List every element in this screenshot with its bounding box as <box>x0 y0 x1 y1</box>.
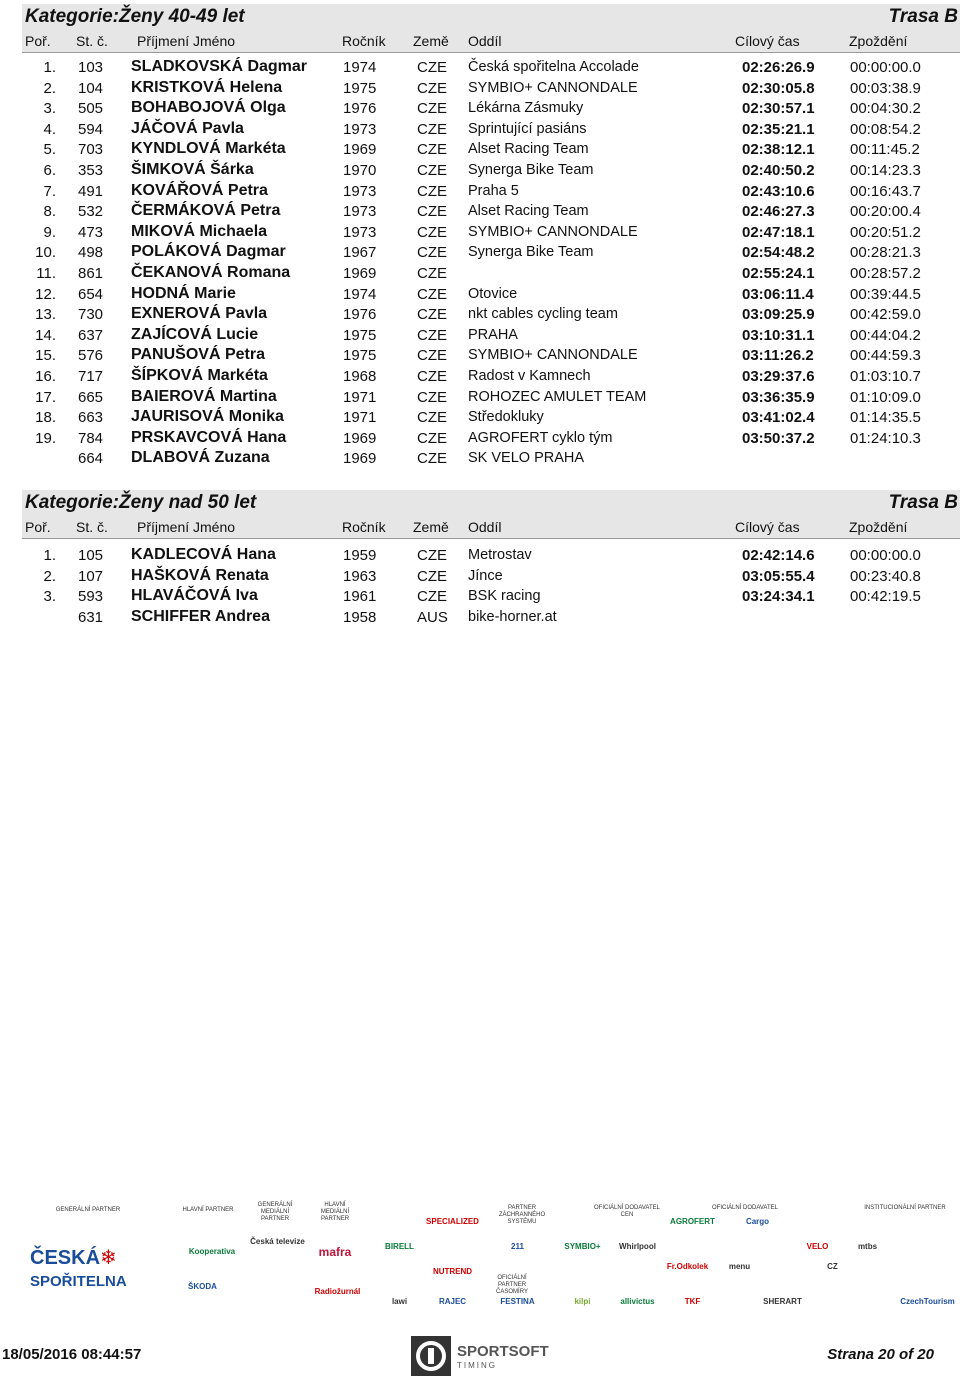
col-zeme: Země <box>413 33 449 49</box>
cell-oddil: PRAHA <box>468 326 518 343</box>
cell-oddil: Lékárna Zásmuky <box>468 100 584 117</box>
sponsor-logo: AGROFERT <box>670 1217 715 1226</box>
cell-zpoz: 00:28:21.3 <box>850 244 921 262</box>
sponsor-logo: Whirlpool <box>619 1242 656 1251</box>
category-bar <box>22 4 960 30</box>
category-title: Kategorie:Ženy 40-49 let <box>25 6 245 27</box>
cell-zpoz: 01:24:10.3 <box>850 429 921 447</box>
cell-roc: 1961 <box>343 588 377 606</box>
cell-oddil: bike-horner.at <box>468 608 557 625</box>
table-row <box>22 222 960 243</box>
table-row <box>22 387 960 408</box>
ceska-sporitelna-logo: ČESKÁ❄ SPOŘITELNA <box>30 1247 127 1290</box>
cell-cas: 02:40:50.2 <box>742 161 815 179</box>
cell-zeme: CZE <box>417 100 447 118</box>
cell-oddil: Radost v Kamnech <box>468 367 591 384</box>
sponsor-logo: CzechTourism <box>900 1297 955 1306</box>
table-row <box>22 407 960 428</box>
table-row <box>22 428 960 449</box>
column-header <box>22 516 960 539</box>
cell-zpoz: 00:04:30.2 <box>850 100 921 118</box>
table-row <box>22 586 960 607</box>
cell-roc: 1970 <box>343 161 377 179</box>
cell-zeme: CZE <box>417 326 447 344</box>
results-table <box>22 53 960 469</box>
col-zpoz: Zpoždění <box>849 33 908 49</box>
cell-zpoz: 00:20:00.4 <box>850 203 921 221</box>
cell-por: 3. <box>43 100 56 118</box>
cell-roc: 1968 <box>343 367 377 385</box>
partner-rescue-label: PARTNER ZÁCHRANNÉHO SYSTÉMU <box>498 1205 546 1225</box>
cell-name: ŠIMKOVÁ Šárka <box>131 160 254 178</box>
cell-oddil: SK VELO PRAHA <box>468 450 585 467</box>
cell-zpoz: 00:00:00.0 <box>850 59 921 76</box>
sponsor-logo: RAJEC <box>438 1297 467 1306</box>
cell-zpoz: 00:08:54.2 <box>850 120 921 138</box>
sponsor-logo: SPECIALIZED <box>426 1217 479 1226</box>
cell-name: KYNDLOVÁ Markéta <box>131 140 286 158</box>
cell-name: HLAVÁČOVÁ Iva <box>131 587 258 605</box>
cell-roc: 1971 <box>343 409 377 427</box>
page-number: Strana 20 of 20 <box>827 1346 934 1363</box>
cell-por: 6. <box>43 161 56 179</box>
cell-oddil: ROHOZEC AMULET TEAM <box>468 388 647 405</box>
cell-zeme: CZE <box>417 285 447 303</box>
cell-zpoz: 00:44:04.2 <box>850 326 921 344</box>
cell-cas: 03:24:34.1 <box>742 588 815 606</box>
sponsor-logo: allivictus <box>620 1297 655 1306</box>
table-row <box>22 78 960 99</box>
cell-oddil: Alset Racing Team <box>468 141 589 158</box>
cell-oddil: Středokluky <box>468 409 544 426</box>
cell-por: 2. <box>43 79 56 97</box>
sponsor-logo: TKF <box>684 1297 701 1306</box>
main-partner-label: HLAVNÍ PARTNER <box>182 1207 234 1213</box>
cell-cas: 02:47:18.1 <box>742 223 815 241</box>
cell-st: 473 <box>78 223 104 241</box>
cell-st: 665 <box>78 388 104 406</box>
col-zpoz: Zpoždění <box>849 519 908 535</box>
cell-oddil: Sprintující pasiáns <box>468 120 587 137</box>
cell-cas: 02:46:27.3 <box>742 203 815 221</box>
cell-roc: 1969 <box>343 450 377 468</box>
gen-media-label: GENERÁLNÍ MEDIÁLNÍ PARTNER <box>257 1202 293 1222</box>
sponsor-logo: CZ <box>827 1262 838 1271</box>
cell-por: 12. <box>35 285 56 303</box>
cell-zeme: CZE <box>417 450 447 468</box>
cell-zeme: CZE <box>417 59 447 76</box>
table-row <box>22 366 960 387</box>
cell-zeme: CZE <box>417 409 447 427</box>
sponsor-logo: Česká televize <box>250 1237 305 1246</box>
cell-name: SCHIFFER Andrea <box>131 607 270 625</box>
cell-roc: 1971 <box>343 388 377 406</box>
table-row <box>22 284 960 305</box>
cell-zeme: CZE <box>417 203 447 221</box>
cell-zpoz: 00:03:38.9 <box>850 79 921 97</box>
official-supplier2-label: OFICIÁLNÍ DODAVATEL <box>711 1205 778 1211</box>
cell-cas: 03:50:37.2 <box>742 429 815 447</box>
col-cas: Cílový čas <box>735 519 800 535</box>
cell-st: 861 <box>78 264 104 282</box>
cell-name: EXNEROVÁ Pavla <box>131 305 268 323</box>
cell-cas: 02:38:12.1 <box>742 141 815 159</box>
cell-cas: 02:35:21.1 <box>742 120 815 138</box>
cell-por: 3. <box>43 588 56 606</box>
cell-roc: 1973 <box>343 223 377 241</box>
sponsor-logo: Radiožurnál <box>314 1287 361 1296</box>
sponsor-logo: kilpi <box>574 1297 591 1306</box>
cell-zpoz: 01:03:10.7 <box>850 367 921 385</box>
cell-roc: 1975 <box>343 326 377 344</box>
table-row <box>22 160 960 181</box>
cell-por: 15. <box>35 347 56 365</box>
cell-por: 14. <box>35 326 56 344</box>
cell-zeme: CZE <box>417 388 447 406</box>
category-trasa: Trasa B <box>888 6 958 27</box>
sponsor-logo: SHERART <box>763 1297 802 1306</box>
sponsor-logo: BIRELL <box>385 1242 414 1251</box>
col-st: St. č. <box>76 33 108 49</box>
cell-name: ŠÍPKOVÁ Markéta <box>131 366 268 384</box>
col-por: Poř. <box>25 33 51 49</box>
col-roc: Ročník <box>342 519 386 535</box>
cell-roc: 1969 <box>343 141 377 159</box>
kooperativa-logo: Kooperativa <box>188 1247 236 1256</box>
cell-name: BOHABOJOVÁ Olga <box>131 99 286 117</box>
sponsor-logo: Cargo <box>745 1217 770 1226</box>
cell-st: 491 <box>78 182 104 200</box>
cell-name: MIKOVÁ Michaela <box>131 222 268 240</box>
cell-zpoz: 00:20:51.2 <box>850 223 921 241</box>
cell-oddil: Otovice <box>468 285 518 302</box>
cell-zeme: CZE <box>417 120 447 138</box>
cell-cas: 02:26:26.9 <box>742 59 815 76</box>
cell-oddil: Synerga Bike Team <box>468 161 594 178</box>
cell-por: 19. <box>35 429 56 447</box>
column-header <box>22 30 960 53</box>
main-media-label: HLAVNÍ MEDIÁLNÍ PARTNER <box>320 1202 350 1222</box>
cell-zeme: CZE <box>417 429 447 447</box>
cell-st: 784 <box>78 429 104 447</box>
cell-por: 17. <box>35 388 56 406</box>
cell-st: 664 <box>78 450 104 468</box>
cell-zpoz: 00:11:45.2 <box>850 141 920 159</box>
sponsor-logo: FESTINA <box>500 1297 535 1306</box>
general-partner-label: GENERÁLNÍ PARTNER <box>55 1207 121 1213</box>
table-row <box>22 57 960 78</box>
cell-st: 105 <box>78 547 104 564</box>
sponsor-logo: Fr.Odkolek <box>666 1262 709 1271</box>
cell-st: 594 <box>78 120 104 138</box>
cell-oddil: Praha 5 <box>468 182 519 199</box>
col-oddil: Oddíl <box>468 33 502 49</box>
print-datetime: 18/05/2016 08:44:57 <box>2 1346 142 1363</box>
cell-por: 16. <box>35 367 56 385</box>
cell-zpoz: 00:28:57.2 <box>850 264 921 282</box>
cell-zpoz: 00:00:00.0 <box>850 547 921 564</box>
cell-oddil: Česká spořitelna Accolade <box>468 59 639 75</box>
cell-zeme: CZE <box>417 223 447 241</box>
table-row <box>22 139 960 160</box>
cell-st: 637 <box>78 326 104 344</box>
cell-roc: 1973 <box>343 182 377 200</box>
cell-por: 1. <box>43 547 56 564</box>
cell-roc: 1958 <box>343 608 377 626</box>
table-row <box>22 566 960 587</box>
cell-st: 663 <box>78 409 104 427</box>
cell-st: 654 <box>78 285 104 303</box>
col-oddil: Oddíl <box>468 519 502 535</box>
cell-cas: 03:11:26.2 <box>742 347 814 365</box>
table-row <box>22 242 960 263</box>
cell-roc: 1974 <box>343 59 377 76</box>
cell-name: HAŠKOVÁ Renata <box>131 566 269 584</box>
cell-name: DLABOVÁ Zuzana <box>131 449 270 467</box>
table-row <box>22 304 960 325</box>
cell-roc: 1975 <box>343 79 377 97</box>
cell-zeme: CZE <box>417 264 447 282</box>
cell-por: 11. <box>36 264 56 282</box>
cell-roc: 1969 <box>343 429 377 447</box>
cell-zpoz: 00:16:43.7 <box>850 182 921 200</box>
cell-zeme: CZE <box>417 182 447 200</box>
col-name: Příjmení Jméno <box>137 33 236 49</box>
cell-zpoz: 00:39:44.5 <box>850 285 921 303</box>
cell-por: 18. <box>35 409 56 427</box>
cell-name: KRISTKOVÁ Helena <box>131 78 283 96</box>
cell-zeme: CZE <box>417 588 447 606</box>
cell-oddil: Jínce <box>468 567 503 584</box>
col-roc: Ročník <box>342 33 386 49</box>
cell-cas: 03:41:02.4 <box>742 409 815 427</box>
cell-st: 498 <box>78 244 104 262</box>
table-row <box>22 98 960 119</box>
institutional-partner-label: INSTITUCIONÁLNÍ PARTNER <box>864 1205 946 1211</box>
cell-roc: 1967 <box>343 244 377 262</box>
sportsoft-brand: SPORTSOFT <box>457 1343 549 1360</box>
cell-zpoz: 00:42:59.0 <box>850 306 921 324</box>
sportsoft-logo <box>411 1334 549 1378</box>
cell-roc: 1963 <box>343 567 377 585</box>
cell-name: ČERMÁKOVÁ Petra <box>131 202 281 220</box>
cell-cas: 02:30:57.1 <box>742 100 815 118</box>
table-row <box>22 119 960 140</box>
cell-roc: 1974 <box>343 285 377 303</box>
cell-por: 8. <box>43 203 56 221</box>
cell-por: 10. <box>35 244 56 262</box>
sportsoft-icon <box>411 1334 451 1378</box>
cell-cas: 03:10:31.1 <box>742 326 815 344</box>
cell-zpoz: 00:14:23.3 <box>850 161 921 179</box>
cell-cas: 03:36:35.9 <box>742 388 815 406</box>
col-st: St. č. <box>76 519 108 535</box>
cell-cas: 03:06:11.4 <box>742 285 814 303</box>
sponsor-logo: 211 <box>511 1242 524 1251</box>
cell-por: 1. <box>43 59 56 76</box>
cell-oddil: Synerga Bike Team <box>468 244 594 261</box>
cell-cas: 03:29:37.6 <box>742 367 815 385</box>
cell-name: ČEKANOVÁ Romana <box>131 263 291 281</box>
sponsor-logo: lawi <box>391 1297 408 1306</box>
cell-name: JÁČOVÁ Pavla <box>131 119 244 137</box>
mafra-logo: mafra <box>318 1245 352 1259</box>
cell-por: 13. <box>35 306 56 324</box>
sponsor-logo: SYMBIO+ <box>564 1242 601 1251</box>
category-trasa: Trasa B <box>888 492 958 513</box>
cell-oddil: Alset Racing Team <box>468 203 589 220</box>
cell-cas: 02:54:48.2 <box>742 244 815 262</box>
col-zeme: Země <box>413 519 449 535</box>
cell-zpoz: 00:42:19.5 <box>850 588 921 606</box>
cell-st: 107 <box>78 567 104 585</box>
cell-name: PRSKAVCOVÁ Hana <box>131 428 287 446</box>
sponsor-logo: NUTREND <box>432 1267 473 1276</box>
cell-name: KADLECOVÁ Hana <box>131 546 276 563</box>
table-row <box>22 201 960 222</box>
cell-st: 104 <box>78 79 104 97</box>
cell-st: 576 <box>78 347 104 365</box>
sponsor-logo: ŠKODA <box>188 1282 217 1291</box>
sponsor-logo: mtbs <box>857 1242 878 1251</box>
official-supplier-label: OFICIÁLNÍ DODAVATEL CEN <box>593 1205 660 1218</box>
category-title: Kategorie:Ženy nad 50 let <box>25 492 257 513</box>
cell-st: 717 <box>78 367 104 385</box>
cell-st: 505 <box>78 100 104 118</box>
category-bar <box>22 490 960 516</box>
table-row <box>22 545 960 566</box>
cell-por: 2. <box>43 567 56 585</box>
cell-roc: 1959 <box>343 547 377 564</box>
category-section <box>22 490 960 627</box>
cell-zeme: CZE <box>417 161 447 179</box>
cell-roc: 1976 <box>343 100 377 118</box>
cell-roc: 1975 <box>343 347 377 365</box>
results-table <box>22 539 960 627</box>
cell-st: 593 <box>78 588 104 606</box>
table-row <box>22 345 960 366</box>
cell-oddil: nkt cables cycling team <box>468 306 618 323</box>
cell-zpoz: 01:10:09.0 <box>850 388 921 406</box>
cell-zeme: CZE <box>417 567 447 585</box>
cell-oddil: Metrostav <box>468 547 532 563</box>
cell-cas: 02:55:24.1 <box>742 264 815 282</box>
cell-roc: 1976 <box>343 306 377 324</box>
cell-zeme: CZE <box>417 547 447 564</box>
cell-por: 9. <box>43 223 56 241</box>
cell-cas: 02:43:10.6 <box>742 182 815 200</box>
table-row <box>22 448 960 469</box>
cell-st: 730 <box>78 306 104 324</box>
cell-por: 4. <box>43 120 56 138</box>
cell-name: HODNÁ Marie <box>131 284 236 302</box>
cell-oddil: AGROFERT cyklo tým <box>468 429 613 446</box>
cell-zeme: CZE <box>417 79 447 97</box>
cell-zpoz: 00:44:59.3 <box>850 347 921 365</box>
cell-por: 5. <box>43 141 56 159</box>
cell-st: 631 <box>78 608 104 626</box>
cell-por: 7. <box>43 182 56 200</box>
table-row <box>22 325 960 346</box>
cell-zeme: CZE <box>417 141 447 159</box>
cell-name: ZAJÍCOVÁ Lucie <box>131 325 259 343</box>
cell-roc: 1973 <box>343 203 377 221</box>
cell-zeme: CZE <box>417 306 447 324</box>
sponsor-logo: VELO <box>806 1242 829 1251</box>
table-row <box>22 607 960 628</box>
table-row <box>22 181 960 202</box>
cell-st: 103 <box>78 59 104 76</box>
cell-roc: 1973 <box>343 120 377 138</box>
col-por: Poř. <box>25 519 51 535</box>
cell-roc: 1969 <box>343 264 377 282</box>
cell-oddil: SYMBIO+ CANNONDALE <box>468 223 638 240</box>
col-name: Příjmení Jméno <box>137 519 236 535</box>
table-row <box>22 263 960 284</box>
cell-name: POLÁKOVÁ Dagmar <box>131 243 286 261</box>
cell-zeme: AUS <box>417 608 448 626</box>
cell-name: KOVÁŘOVÁ Petra <box>131 181 268 199</box>
cell-cas: 02:30:05.8 <box>742 79 815 97</box>
cell-st: 353 <box>78 161 104 179</box>
cell-st: 532 <box>78 203 104 221</box>
sportsoft-sub: TIMING <box>457 1361 497 1370</box>
cell-cas: 03:05:55.4 <box>742 567 815 585</box>
cell-name: BAIEROVÁ Martina <box>131 387 277 405</box>
cell-zeme: CZE <box>417 244 447 262</box>
cell-st: 703 <box>78 141 104 159</box>
cell-oddil: BSK racing <box>468 588 541 605</box>
sponsors-area <box>0 1197 960 1329</box>
sponsor-logo: menu <box>728 1262 751 1271</box>
cell-oddil: SYMBIO+ CANNONDALE <box>468 347 638 364</box>
cell-zeme: CZE <box>417 367 447 385</box>
official-timing-label: OFICIÁLNÍ PARTNER ČASOMÍRY <box>496 1275 528 1295</box>
cell-name: SLADKOVSKÁ Dagmar <box>131 58 308 75</box>
cell-zpoz: 00:23:40.8 <box>850 567 921 585</box>
cell-zpoz: 01:14:35.5 <box>850 409 921 427</box>
cell-name: JAURISOVÁ Monika <box>131 408 284 426</box>
col-cas: Cílový čas <box>735 33 800 49</box>
cell-name: PANUŠOVÁ Petra <box>131 346 265 364</box>
cell-cas: 03:09:25.9 <box>742 306 815 324</box>
category-section <box>22 4 960 469</box>
cell-cas: 02:42:14.6 <box>742 547 815 564</box>
cell-zeme: CZE <box>417 347 447 365</box>
cell-oddil: SYMBIO+ CANNONDALE <box>468 79 638 96</box>
